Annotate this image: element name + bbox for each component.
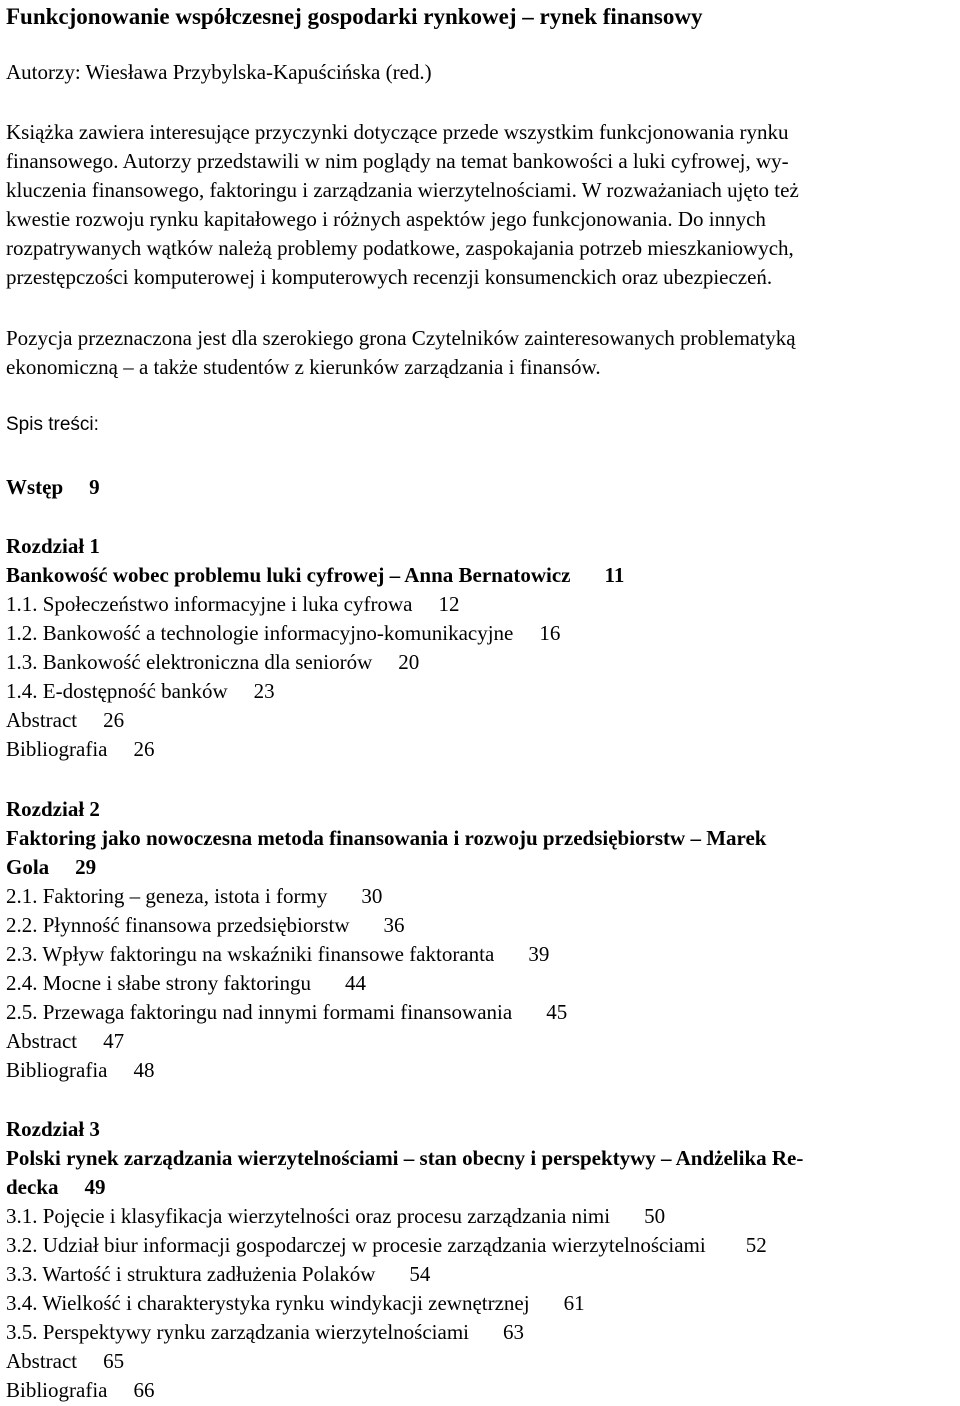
chapter-1-title <box>6 561 624 590</box>
toc-page-number: 48 <box>133 1058 155 1082</box>
toc-item <box>6 735 154 764</box>
toc-item-text: 2.4. Mocne i słabe strony faktoringu <box>6 971 312 995</box>
toc-item-text: 1.1. Społeczeństwo informacyjne i luka cyfrowa <box>6 592 413 616</box>
toc-item-text: 2.2. Płynność finansowa przedsiębiorstw <box>6 913 350 937</box>
toc-item <box>6 1231 767 1260</box>
toc-item-text: decka <box>6 1175 59 1199</box>
description-line: przestępczości komputerowej i komputerowych recenzji konsumenckich oraz ubezpieczeń. <box>6 265 773 289</box>
book-title: Funkcjonowanie współczesnej gospodarki rynkowej – rynek finansowy <box>6 4 703 29</box>
chapter-3-title-cont <box>6 1173 106 1202</box>
toc-page-number: 50 <box>644 1204 666 1228</box>
toc-item <box>6 1318 524 1347</box>
toc-item <box>6 706 124 735</box>
toc-page-number: 47 <box>103 1029 125 1053</box>
toc-item-text: 2.3. Wpływ faktoringu na wskaźniki finansowe faktoranta <box>6 942 495 966</box>
toc-intro <box>6 473 100 502</box>
toc-page-number: 16 <box>539 621 561 645</box>
toc-page-number: 26 <box>133 737 155 761</box>
toc-item <box>6 1027 124 1056</box>
description-line: Książka zawiera interesujące przyczynki dotyczące przede wszystkim funkcjonowania rynku <box>6 120 789 144</box>
chapter-1-label: Rozdział 1 <box>6 534 100 558</box>
toc-item <box>6 648 419 677</box>
toc-item <box>6 1202 665 1231</box>
toc-item <box>6 1289 585 1318</box>
toc-item <box>6 619 560 648</box>
toc-intro-label: Wstęp <box>6 475 64 499</box>
description-line: kwestie rozwoju rynku kapitałowego i różnych aspektów jego funkcjonowania. Do innych <box>6 207 766 231</box>
toc-page-number: 26 <box>103 708 125 732</box>
toc-page-number: 36 <box>383 913 405 937</box>
toc-page-number: 29 <box>75 855 97 879</box>
toc-item <box>6 1056 154 1085</box>
toc-page-number: 23 <box>253 679 275 703</box>
toc-item-text: 3.2. Udział biur informacji gospodarczej w procesie zarządzania wierzytelnościami <box>6 1233 706 1257</box>
description-line: rozpatrywanych wątków należą problemy podatkowe, zaspokajania potrzeb mieszkaniowych, <box>6 236 794 260</box>
toc-item-text: 1.3. Bankowość elektroniczna dla seniorów <box>6 650 373 674</box>
chapter-3-label: Rozdział 3 <box>6 1117 100 1141</box>
chapter-2-title-cont <box>6 853 96 882</box>
toc-page-number: 45 <box>546 1000 568 1024</box>
toc-item <box>6 1347 124 1376</box>
toc-item-text: Abstract <box>6 708 78 732</box>
toc-item-text: 3.1. Pojęcie i klasyfikacja wierzytelności oraz procesu zarządzania nimi <box>6 1204 611 1228</box>
toc-page-number: 30 <box>361 884 383 908</box>
toc-item-text: Bibliografia <box>6 737 108 761</box>
toc-page-number: 9 <box>89 475 100 499</box>
toc-page-number: 20 <box>398 650 420 674</box>
toc-item <box>6 590 459 619</box>
toc-item <box>6 940 549 969</box>
toc-item <box>6 1376 154 1405</box>
description-line: kluczenia finansowego, faktoringu i zarządzania wierzytelnościami. W rozważaniach ujęto też <box>6 178 799 202</box>
toc-item <box>6 998 567 1027</box>
toc-page-number: 39 <box>528 942 550 966</box>
description-line: finansowego. Autorzy przedstawili w nim poglądy na temat bankowości a luki cyfrowej, wy- <box>6 149 789 173</box>
toc-page-number: 11 <box>604 563 625 587</box>
toc-page-number: 63 <box>503 1320 524 1344</box>
toc-item-text: 1.4. E-dostępność banków <box>6 679 228 703</box>
toc-page-number: 12 <box>438 592 460 616</box>
toc-item-text: 3.5. Perspektywy rynku zarządzania wierzytelnościami <box>6 1320 469 1344</box>
description-line: ekonomiczną – a także studentów z kierunków zarządzania i finansów. <box>6 355 601 379</box>
toc-item <box>6 911 405 940</box>
toc-item-text: 2.1. Faktoring – geneza, istota i formy <box>6 884 328 908</box>
toc-item-text: Abstract <box>6 1029 78 1053</box>
toc-page-number: 52 <box>745 1233 767 1257</box>
chapter-title-text: Bankowość wobec problemu luki cyfrowej – Anna Bernatowicz <box>6 563 571 587</box>
toc-page-number: 66 <box>133 1378 155 1402</box>
toc-item-text: 2.5. Przewaga faktoringu nad innymi formami finansowania <box>6 1000 513 1024</box>
toc-item-text: Bibliografia <box>6 1378 108 1402</box>
chapter-2-title: Faktoring jako nowoczesna metoda finansowania i rozwoju przedsiębiorstw – Marek <box>6 826 767 850</box>
toc-item <box>6 1260 430 1289</box>
toc-page-number: 65 <box>103 1349 125 1373</box>
description-line: Pozycja przeznaczona jest dla szerokiego grona Czytelników zainteresowanych problematyką <box>6 326 796 350</box>
toc-item <box>6 677 275 706</box>
toc-item <box>6 969 366 998</box>
toc-item-text: 3.3. Wartość i struktura zadłużenia Polaków <box>6 1262 376 1286</box>
toc-item-text: 1.2. Bankowość a technologie informacyjno-komunikacyjne <box>6 621 514 645</box>
chapter-3-title: Polski rynek zarządzania wierzytelnościami – stan obecny i perspektywy – Andżelika Re- <box>6 1146 804 1170</box>
toc-item-text: Bibliografia <box>6 1058 108 1082</box>
toc-label: Spis treści: <box>6 414 99 435</box>
toc-page-number: 44 <box>345 971 367 995</box>
chapter-2-label: Rozdział 2 <box>6 797 100 821</box>
toc-page-number: 61 <box>563 1291 585 1315</box>
toc-item <box>6 882 382 911</box>
toc-item-text: Abstract <box>6 1349 78 1373</box>
toc-page-number: 54 <box>409 1262 431 1286</box>
toc-page-number: 49 <box>84 1175 106 1199</box>
book-authors: Autorzy: Wiesława Przybylska-Kapuścińska (red.) <box>6 60 432 84</box>
toc-item-text: Gola <box>6 855 50 879</box>
toc-item-text: 3.4. Wielkość i charakterystyka rynku windykacji zewnętrznej <box>6 1291 530 1315</box>
